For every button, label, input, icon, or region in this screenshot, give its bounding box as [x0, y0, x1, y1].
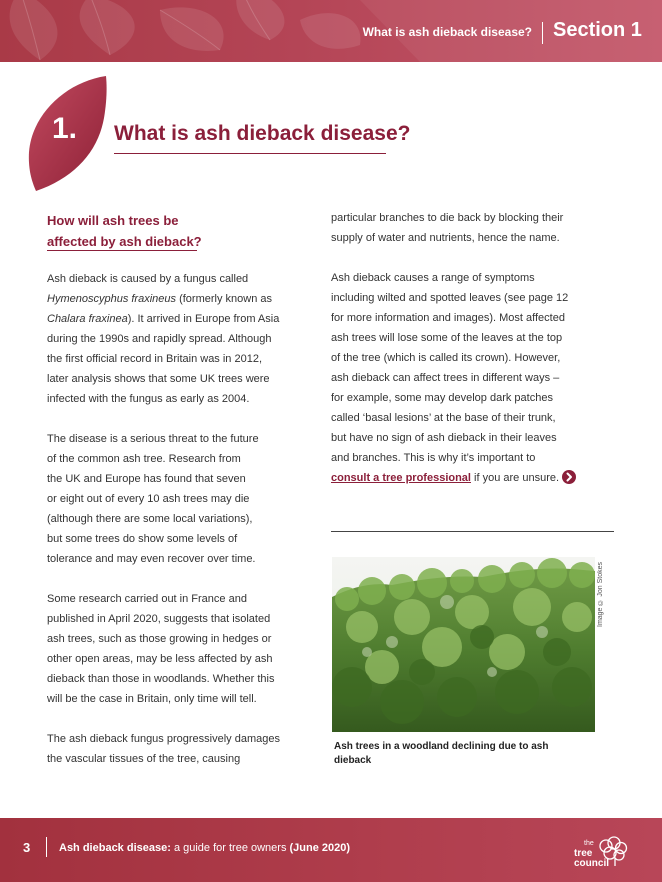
text-line: will be the case in Britain, only time will tell. — [47, 693, 257, 705]
text-line: dieback than those in woodlands. Whether this — [47, 673, 275, 685]
text-line: the UK and Europe has found that seven — [47, 473, 246, 485]
text-line — [47, 289, 279, 309]
publication-title-bold: Ash dieback disease: — [59, 842, 171, 854]
text-line: supply of water and nutrients, hence the name. — [331, 232, 560, 244]
text-line: called ‘basal lesions’ at the base of their trunk, — [331, 412, 556, 424]
page-footer — [0, 818, 662, 882]
paragraph-left-1 — [47, 269, 279, 409]
publication-date: (June 2020) — [289, 842, 351, 854]
logo-text-council: council — [574, 858, 610, 869]
text-line: or eight out of every 10 ash trees may die — [47, 493, 250, 505]
text-line — [331, 468, 576, 488]
footer-divider — [46, 837, 47, 857]
text-line: ash dieback can affect trees in different ways – — [331, 372, 560, 384]
text-fragment: (formerly known as — [176, 293, 272, 305]
text-line: tolerance and may even recover over time. — [47, 553, 256, 565]
text-line: infected with the fungus as early as 2004. — [47, 393, 250, 405]
text-line: for example, some may develop dark patches — [331, 392, 553, 404]
paragraph-left-3 — [47, 589, 274, 709]
text-line: for more information and images). Most affected — [331, 312, 565, 324]
text-line: particular branches to die back by blocking their — [331, 212, 564, 224]
text-line: during the 1990s and rapidly spread. Although — [47, 333, 272, 345]
publication-title — [59, 842, 350, 854]
page-header — [0, 0, 662, 62]
header-section-label: Section 1 — [553, 19, 642, 41]
tree-council-logo — [570, 832, 634, 872]
text-line: of the common ash tree. Research from — [47, 453, 241, 465]
text-line: (although there are some local variations), — [47, 513, 253, 525]
page-number: 3 — [23, 840, 31, 855]
consult-tree-professional-link[interactable]: consult a tree professional — [331, 472, 471, 484]
chapter-number: 1. — [52, 112, 78, 145]
photo-caption: Ash trees in a woodland declining due to ash dieback — [334, 741, 549, 766]
paragraph-left-2 — [47, 429, 259, 569]
paragraph-left-4 — [47, 729, 280, 769]
text-line: the vascular tissues of the tree, causing — [47, 753, 241, 765]
paragraph-right-1 — [331, 208, 563, 248]
text-line: and branches. This is why it’s important to — [331, 452, 536, 464]
text-fragment: if you are unsure. — [470, 472, 560, 484]
section-divider — [331, 531, 614, 532]
section-subheading — [47, 210, 202, 252]
chapter-title: What is ash dieback disease? — [114, 122, 411, 145]
logo-text-tree: tree — [574, 848, 593, 859]
text-line: ash trees will lose some of the leaves at the top — [331, 332, 563, 344]
woodland-photo — [332, 557, 595, 732]
text-line: The disease is a serious threat to the future — [47, 433, 259, 445]
text-line — [47, 309, 279, 329]
header-title: What is ash dieback disease? — [362, 25, 532, 39]
chapter-title-underline — [114, 153, 386, 154]
publication-subtitle: a guide for tree owners — [170, 842, 290, 854]
text-fragment: ). It arrived in Europe from Asia — [127, 313, 280, 325]
text-line: The ash dieback fungus progressively damages — [47, 733, 280, 745]
text-line: Some research carried out in France and — [47, 593, 247, 605]
subheading-line-1: How will ash trees be — [47, 213, 179, 228]
text-line: ash trees, such as those growing in hedges or — [47, 633, 272, 645]
text-line: Ash dieback is caused by a fungus called — [47, 273, 249, 285]
text-line: but some trees do show some levels of — [47, 533, 238, 545]
chevron-right-icon[interactable] — [562, 470, 576, 484]
text-line: published in April 2020, suggests that isolated — [47, 613, 271, 625]
text-line: of the tree (which is called its crown). However, — [331, 352, 561, 364]
text-line: but have no sign of ash dieback in their leaves — [331, 432, 557, 444]
paragraph-right-2 — [331, 268, 576, 488]
text-line: later analysis shows that some UK trees were — [47, 373, 270, 385]
logo-text-the: the — [584, 840, 594, 847]
text-line: including wilted and spotted leaves (see page 12 — [331, 292, 569, 304]
text-line: the first official record in Britain was in 2012, — [47, 353, 263, 365]
text-line: other open areas, may be less affected by ash — [47, 653, 273, 665]
photo-credit: Image © Jon Stokes — [597, 562, 604, 627]
italic-species-name: Chalara fraxinea — [47, 313, 128, 325]
text-line: Ash dieback causes a range of symptoms — [331, 272, 535, 284]
subheading-underline — [47, 250, 197, 251]
header-divider — [542, 22, 543, 44]
subheading-line-2: affected by ash dieback? — [47, 234, 202, 249]
italic-species-name: Hymenoscyphus fraxineus — [47, 293, 177, 305]
